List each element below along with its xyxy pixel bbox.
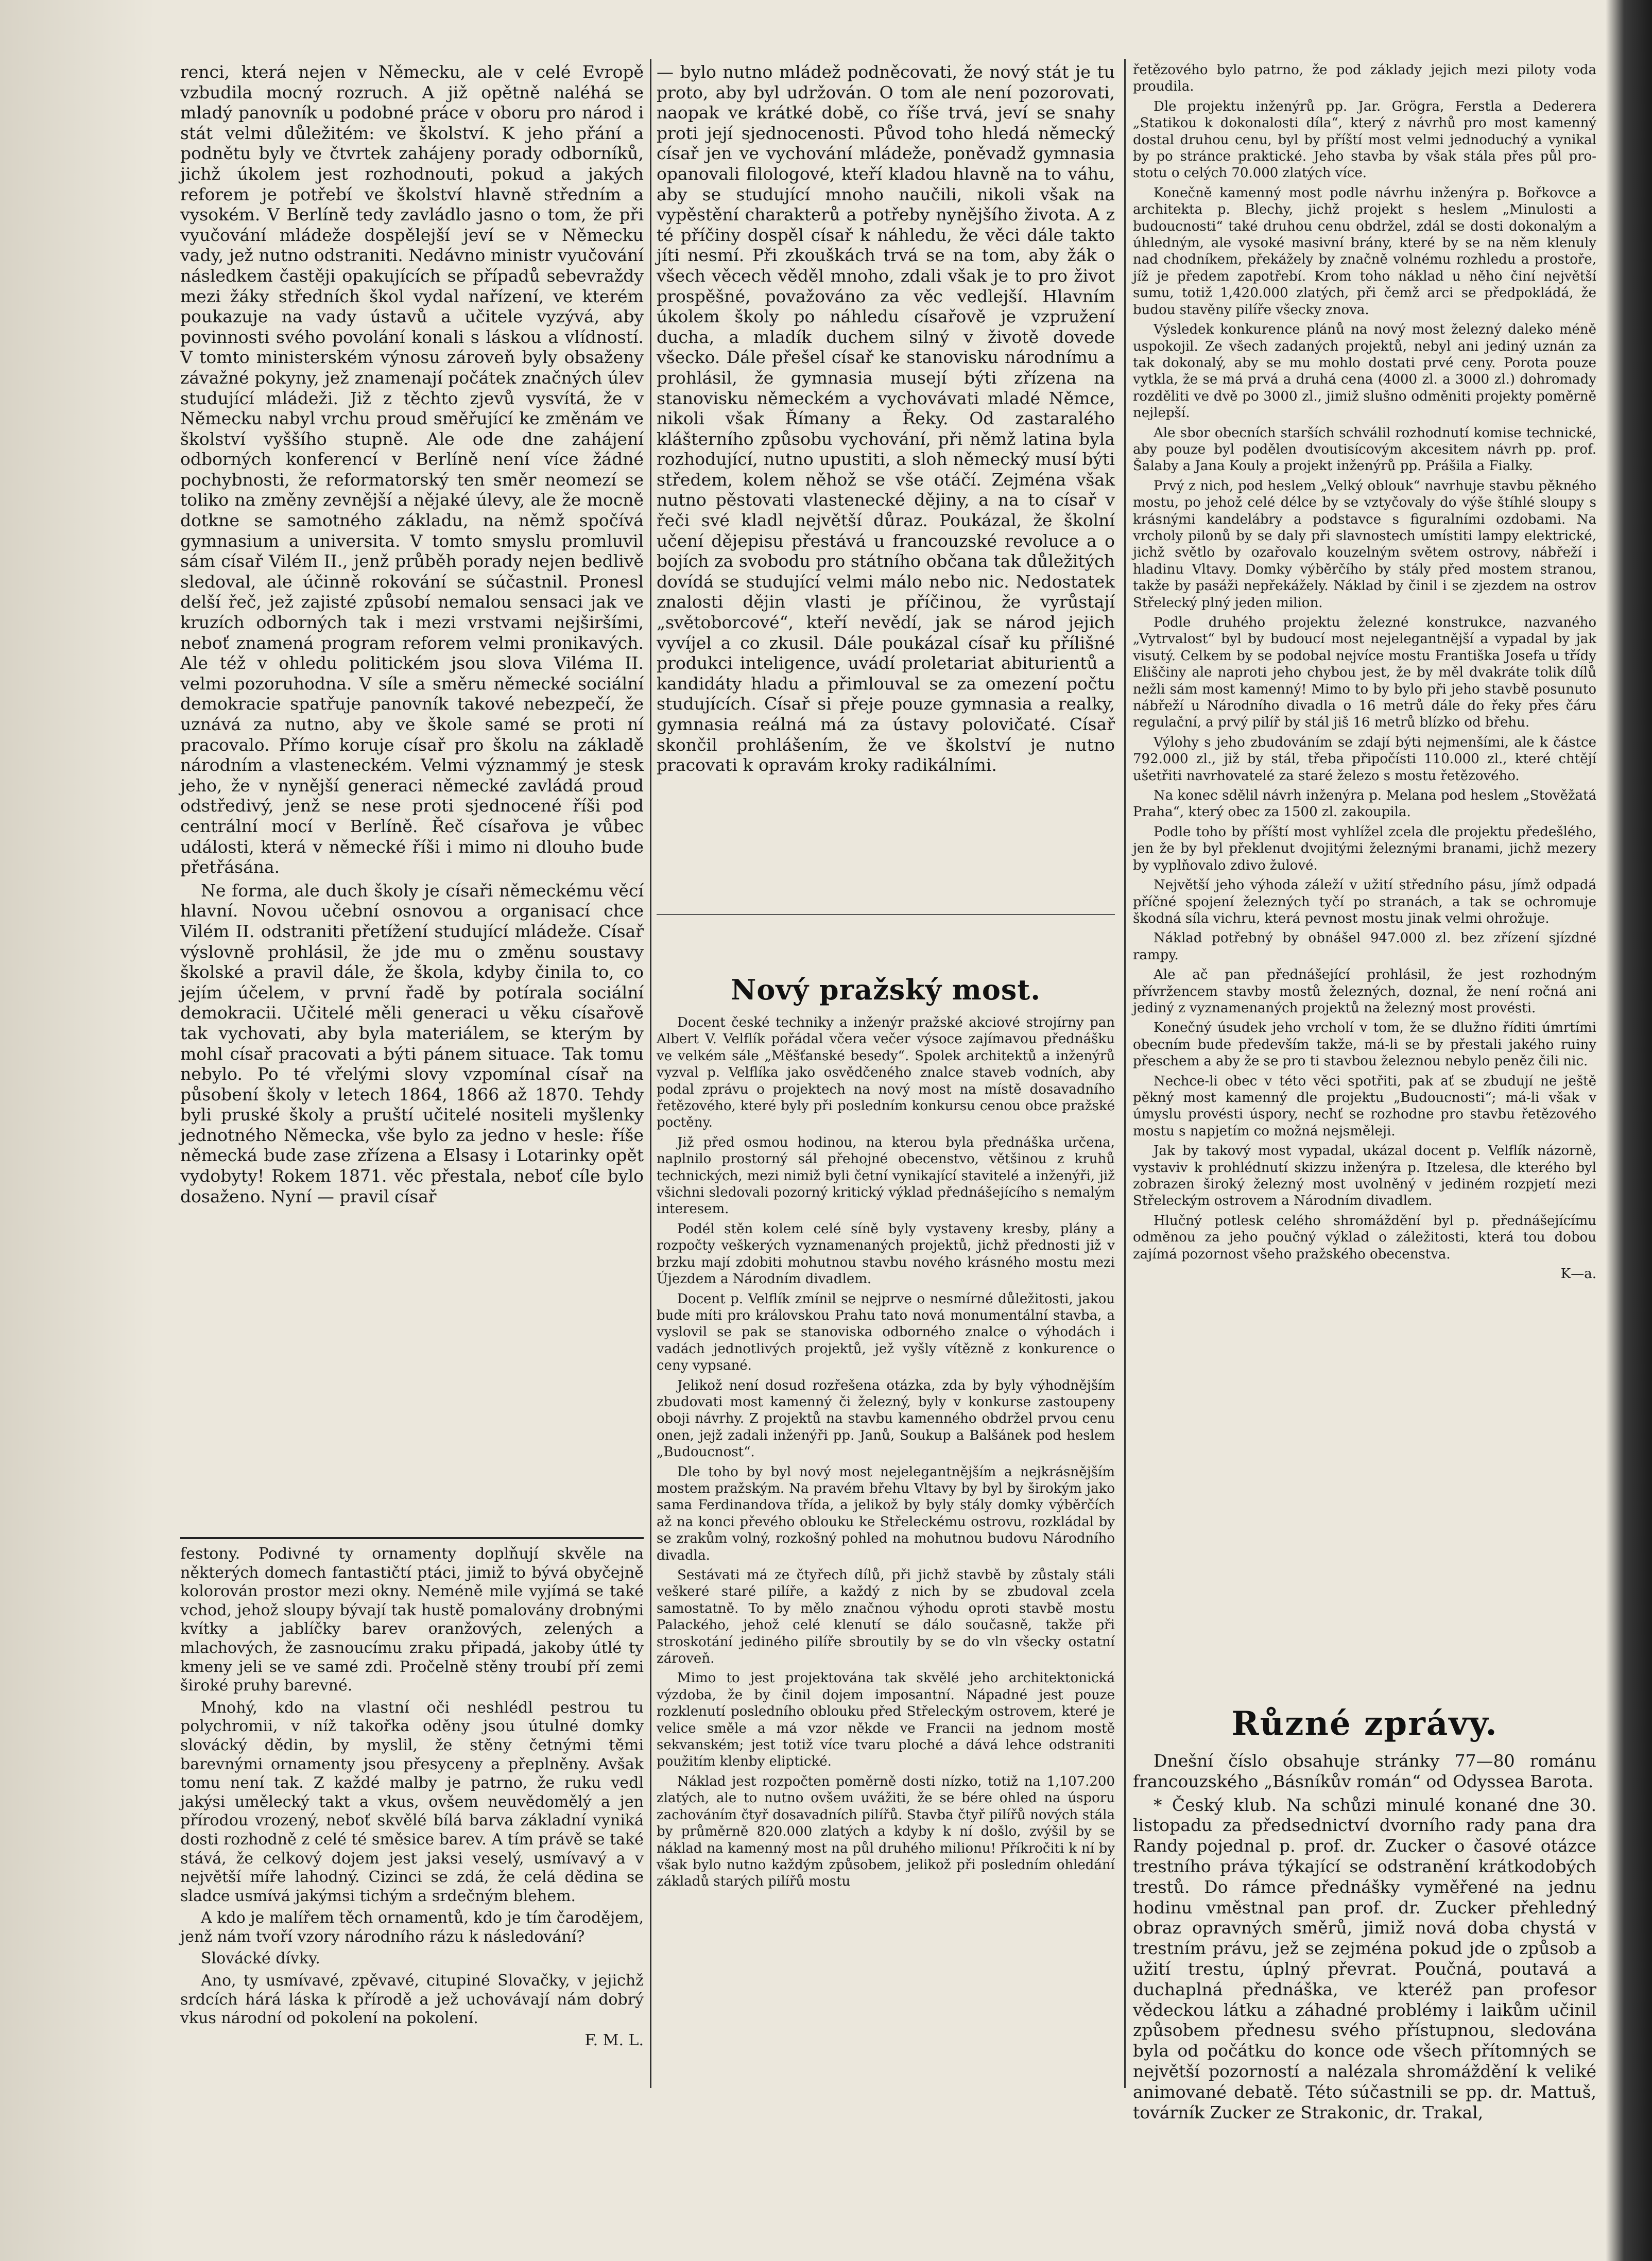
article-heading-novy-most: Nový pražský most. bbox=[730, 973, 1041, 1006]
column-1-paragraph: renci, která nejen v Německu, ale v celé Evropě vzbudila mocný rozruch. A již opětně naléhá se mladý panovník u podobné práce v oboru pro národ i stát velmi důležitém: ve školství. K jeho přání a podnětu byly ve čtvrtek zahájeny porady odborníků, jichž úkolem jest rozhodnouti, pokud a jakých reforem je potřebí ve školství hlavně středním a vysokém. V Berlíně tedy zavládlo jasno o tom, že při vyučování mládeže dospělejší jeví se v Německu vady, jež nutno odstraniti. Nedávno ministr vyučování následkem častěji opakujících se případů sebevraždy mezi žáky středních škol vydal nařízení, ve kterém poukazuje na vady ústavů a učitele vyzývá, aby povinnosti svého povolání konali s láskou a vlídností. V tomto ministerském výnosu zároveň byly obsaženy závažné pokyny, jež znamenají počátek značných úlev studující mládeži. Již z těchto zjevů vysvítá, že v Německu nabyl vrchu proud směřující ke změnám ve školství vyššího stupně. Ale ode dne zahájení odborných konferencí v Berlíně není více žádné pochybnosti, že reformatorský ten směr neomezí se toliko na změny zevnější a nějaké úlevy, ale že mocně dotkne se samotného základu, na němž spočívá gymnasium a universita. V tomto smyslu promluvil sám císař Vilém II., jenž průběh porady nejen bedlivě sledoval, ale účinně rokování se súčastnil. Pronesl delší řeč, jež zajisté způsobí nemalou sensaci jak ve kruzích odborných tak i mezi vrstvami nejširšími, neboť znamená program reforem velmi pronikavých. Ale též v ohledu politickém jsou slova Viléma II. velmi pozoruhodna. V síle a směru německé sociální demokracie spatřuje panovník takové nebezpečí, že uznává za nutno, aby ve škole samé se proti ní pracovalo. Přímo koruje císař pro školu na základě národním a vlasteneckém. Velmi význammý je stesk jeho, že v nynější generaci německé zavládá proud odstředivý, jenž se nese proti sjednocené říši pod centrální mocí v Berlíně. Řeč císařova je vůbec události, která v německé říši i mimo ni dlouho bude přetřásána. bbox=[180, 62, 644, 877]
column-1-article bbox=[180, 62, 644, 1540]
column-1-paragraph: Ne forma, ale duch školy je císaři německému věcí hlavní. Novou učební osnovou a organisací chce Vilém II. odstraniti přetížení studující mládeže. Císař výslovně prohlásil, že jde mu o změnu soustavy školské a pravil dále, že škola, kdyby činila to, co jejím účelem, v první řadě by potírala sociální demokracii. Učitelé měli generaci u věku císařově tak vychovati, aby byla materiálem, se kterým by mohl císař pracovati a býti pánem situace. Tak tomu nebylo. Po té vřelými slovy vzpomínal císař na působení školy v letech 1864, 1866 až 1870. Tehdy byli pruské školy a pruští učitelé nositeli myšlenky jednotného Německa, vše bylo za jedno v hesle: říše německá bude zase zřízena a Elsasy i Lotarinky opět vydobyty! Rokem 1871. věc přestala, neboť cíle bylo dosaženo. Nyní — pravil císař bbox=[180, 880, 644, 1206]
bridge-paragraph: Mimo to jest projektována tak skvělé jeho architektonická výzdoba, že by činil dojem imposantní. Nápadné jest pouze rozklenutí posledního oblouku před Střeleckým ostrovem, které je velice směle a má vzor někde ve Francii na jednom mostě sekvanském; jest totiž více tvaru ploché a dává lehce odstraniti použitím klenby eliptické. bbox=[657, 1670, 1115, 1770]
column-3-bridge-article bbox=[1133, 62, 1596, 1756]
column-2-bridge-article bbox=[657, 1014, 1115, 2085]
column-divider-1 bbox=[650, 59, 651, 2088]
feuilleton-paragraph: A kdo je malířem těch ornamentů, kdo je tím čarodějem, jenž nám tvoří vzory národního rázu k následování? bbox=[180, 1909, 644, 1946]
bridge-paragraph: Dle projektu inženýrů pp. Jar. Grögra, Ferstla a Dederera „Statikou k dokonalosti díla“, který z návrhů pro most kamenný dostal druhou cenu, byl by příští most velmi jednoduchý a vynikal by po stránce praktické. Jeho stavba by však stála přes půl pro-stotu o celých 70.000 zlatých více. bbox=[1133, 98, 1596, 181]
bridge-paragraph: Výlohy s jeho zbudováním se zdají býti nejmenšími, ale k částce 792.000 zl., již by stál, třeba připočísti 110.000 zl., které chtějí ušetřiti navrhovatelé za staré železo s mostu řetězového. bbox=[1133, 734, 1596, 784]
page-right-edge-shadow bbox=[1606, 0, 1652, 2261]
bridge-paragraph: Ale sbor obecních starších schválil rozhodnutí komise technické, aby pouze byl podělen dvoutisícovým akcesitem návrh pp. prof. Šalaby a Jana Kouly a projekt inženýrů pp. Prášila a Fialky. bbox=[1133, 425, 1596, 474]
bridge-paragraph: Nechce-li obec v této věci spotřiti, pak ať se zbudují ne ještě pěkný most kamenný dle projektu „Budoucnosti“; má-li však v úmyslu provésti úspory, nechť se rozhodne pro stavbu řetězového mostu s napjetím co možná nejsměleji. bbox=[1133, 1073, 1596, 1139]
feuilleton-paragraph: Mnohý, kdo na vlastní oči neshlédl pestrou tu polychromii, v níž takořka oděny jsou útulné domky slovácký dědin, by myslil, že stěny četnými těmi barevnými ornamenty jsou přesyceny a přeplněny. Avšak tomu není tak. Z každé malby je patrno, že ruku vedl jakýsi umělecký takt a vkus, ovšem neuvědomělý a jen přírodou vrozený, neboť skvělé bílá barva základní vyniká dosti rozhodně z celé té směsice barev. A tím právě se také stává, že celkový dojem jest jaksi veselý, usmívavý a v největší míře lahodný. Cizinci se zdá, že celá dědina se sladce usmívá jakýmsi tichým a srdečným blehem. bbox=[180, 1698, 644, 1905]
feuilleton-paragraph: Slovácké dívky. bbox=[201, 1949, 320, 1968]
bridge-paragraph: Sestávati má ze čtyřech dílů, při jichž stavbě by zůstaly stáli veškeré staré pilíře, a každý z nich by se zbudoval zcela samostatně. To by mělo značnou výhodu oproti stavbě mostu Palackého, jehož celé klenutí se dálo současně, takže při stroskotání jediného pilíře sbroutily by se do vln všecky ostatní zároveň. bbox=[657, 1567, 1115, 1667]
column-divider-2 bbox=[1124, 59, 1126, 2088]
bridge-paragraph: Hlučný potlesk celého shromáždění byl p. přednášejícímu odměnou za jeho poučný výklad o záležitosti, která tou dobou zajímá pozornost všeho pražského obecenstva. bbox=[1133, 1213, 1596, 1262]
news-paragraph: Dnešní číslo obsahuje stránky 77—80 románu francouzského „Básníkův román“ od Odyssea Barota. bbox=[1133, 1751, 1596, 1791]
feuilleton-paragraph: Ano, ty usmívavé, zpěvavé, citupiné Slovačky, v jejichž srdcích hárá láska k přírodě a jež uchovávají nám dobrý vkus národní od pokolení na pokolení. bbox=[180, 1972, 644, 2028]
column-3-news bbox=[1133, 1751, 1596, 2122]
bridge-paragraph: Jak by takový most vypadal, ukázal docent p. Velflík názorně, vystaviv k prohlédnutí skizzu inženýra p. Itzelesa, dle kterého byl zobrazen široký železný most uvolněný v jediném rozpjetí mezi Střeleckým ostrovem a Národním divadlem. bbox=[1133, 1143, 1596, 1209]
column-1-feuilleton bbox=[180, 1545, 644, 2060]
bridge-paragraph: Docent české techniky a inženýr pražské akciové strojírny pan Albert V. Velflík pořádal včera večer výsoce zajímavou přednášku ve velkém sále „Měšťanské besedy“. Spolek architektů a inženýrů vyzval p. Velflíka jako osvědčeného znalce staveb vodních, aby podal zprávu o projektech na nový most na místě dosavadního řetězového, které byly při posledním konkursu cenou obce pražské poctěny. bbox=[657, 1015, 1115, 1131]
bridge-article-signature: K—a. bbox=[1560, 1266, 1596, 1282]
news-paragraph: * Český klub. Na schůzi minulé konané dne 30. listopadu za předsednictví dvorního rady pana dra Randy pojednal p. prof. dr. Zucker o časové otázce trestního práva týkající se odstranění krátkodobých trestů. Do rámce přednášky vyměřené na jednu hodinu vměstnal pan prof. dr. Zucker přehledný obraz opravných směrů, jimiž nová doba chystá v trestním právu, jež se zejména pokud jde o způsob a užití trestu, úplný převrat. Poučná, poutavá a duchaplná přednáška, ve kteréž pan profesor vědeckou látku a záhadné problémy i laikům učinil způsobem přednesu svého přístupnou, sledována byla od počátku do konce ode všech přítomných se největší pozorností a nalézala shromáždění k veliké animované debatě. Této súčastnili se pp. dr. Mattuš, továrník Zucker ze Strakonic, dr. Trakal, bbox=[1133, 1794, 1596, 2122]
bridge-paragraph: Podle toho by příští most vyhlížel zcela dle projektu předešlého, jen že by byl překlenut dvojitými železnými branami, jichž mezery by vyplňovalo zdivo žulové. bbox=[1133, 824, 1596, 873]
page-left-margin bbox=[0, 0, 154, 2261]
column-1-separator bbox=[180, 1537, 644, 1539]
bridge-paragraph: Náklad jest rozpočten poměrně dosti nízko, totiž na 1,107.200 zlatých, ale to nutno ovšem uvážiti, že se bére ohled na úsporu zachováním čtyř dosavadních pilířů. Stavba čtyř pilířů nových stála by průměrně 820.000 zlatých a kdyby k ní došlo, zvýšil by se náklad na kamenný most na půl druhého milionu! Příkročiti k ní by však bylo nutno každým způsobem, jelikož při posledním ohledání základů starých pilířů mostu bbox=[657, 1773, 1115, 1890]
column-2-article bbox=[657, 62, 1115, 968]
bridge-paragraph: Jelikož není dosud rozřešena otázka, zda by byly výhodnějším zbudovati most kamenný či železný, byly v konkurse zastoupeny oboji návrhy. Z projektů na stavbu kamenného obdržel prvou cenu onen, jejž zadali inženýři pp. Janů, Soukup a Balšánek pod heslem „Budoucnost“. bbox=[657, 1377, 1115, 1460]
bridge-paragraph: Na konec sdělil návrh inženýra p. Melana pod heslem „Stověžatá Praha“, který obec za 1500 zl. zakoupila. bbox=[1133, 788, 1596, 820]
bridge-paragraph: Docent p. Velflík zmínil se nejprve o nesmírné důležitosti, jakou bude míti pro královskou Prahu tato nová monumentální stavba, a vyslovil se pak se stanoviska odborného znalce o výhodách i vadách jednotlivých projektů, jež vyšly vítězně z konkurence o ceny vypsané. bbox=[657, 1291, 1115, 1374]
bridge-paragraph: Největší jeho výhoda záleží v užití středního pásu, jímž odpadá příčné spojení železných tyčí po stranách, a tak se ochromuje škodná síla vichru, která pevnost mostu jinak velmi ohrožuje. bbox=[1133, 877, 1596, 926]
bridge-paragraph: Náklad potřebný by obnášel 947.000 zl. bez zřízení sjízdné rampy. bbox=[1133, 930, 1596, 963]
bridge-paragraph: Prvý z nich, pod heslem „Velký oblouk“ navrhuje stavbu pěkného mostu, po jehož celé délce by se vztyčovaly do výše štíhlé sloupy s krásnými kandelábry a podstavce s figuralními ozdobami. Na vrcholy pilonů by se daly při slavnostech umístiti lampy elektrické, jichž světlo by ozařovalo kouzelným světem ostrovy, nábřeží i hladinu Vltavy. Domky výběrčího by stály před mostem stranou, takže by pasáži nepřekážely. Náklad by činil i se zjezdem na ostrov Střelecký plný jeden milion. bbox=[1133, 478, 1596, 611]
bridge-paragraph: Konečně kamenný most podle návrhu inženýra p. Bořkovce a architekta p. Blechy, jichž projekt s heslem „Minulosti a budoucnosti“ také druhou cenu obdržel, zdál se dosti dokonalým a úhledným, ale vysoké masivní brány, které by se na něm klenuly nad chodníkem, překážely by značně volnému rozhledu a prostoře, jíž je předem zapotřebí. Krom toho náklad u něho činí největší sumu, totiž 1,420.000 zlatých, při čemž arci se předpokládá, že budou stavěny pilíře všecky znova. bbox=[1133, 185, 1596, 318]
bridge-paragraph: Výsledek konkurence plánů na nový most železný daleko méně uspokojil. Ze všech zadaných projektů, nebyl ani jediný uznán za tak dokonalý, aby se mu mohlo dostati prvé ceny. Porota pouze vytkla, že se má prvá a druhá cena (4000 zl. a 3000 zl.) dohromady rozděliti ve dvě po 3000 zl., jimiž slušno odměniti projekty poměrně nejlepší. bbox=[1133, 322, 1596, 421]
feuilleton-paragraph: festony. Podivné ty ornamenty doplňují skvěle na některých domech fantastičtí ptáci, jimiž to bývá obyčejně kolorován prostor mezi okny. Neméně mile vyjímá se také vchod, jehož sloupy bývají tak hustě pomalovány drobnými kvítky a jablíčky barev oranžových, zelených a mlachových, že zasnoucímu zraku připadá, jakoby útlé ty kmeny jeli se ve samé zdi. Pročelně stěny troubí pří zemi široké pruhy barevné. bbox=[180, 1545, 644, 1695]
bridge-paragraph: Podél stěn kolem celé síně byly vystaveny kresby, plány a rozpočty veškerých vyznamenaných projektů, jichž přednosti již v brzku mají zdobiti mohutnou stavbu nového krásného mostu mezi Újezdem a Národním divadlem. bbox=[657, 1221, 1115, 1287]
feuilleton-signature: F. M. L. bbox=[584, 2031, 644, 2049]
bridge-paragraph: Ale ač pan přednášející prohlásil, že jest rozhodným přívržencem stavby mostů železných, doznal, že není ročná ani jediný z vyznamenaných projektů na železný most provésti. bbox=[1133, 967, 1596, 1016]
bridge-paragraph: řetězového bylo patrno, že pod základy jejich mezi piloty voda proudila. bbox=[1133, 62, 1596, 95]
section-heading-ruzne-zpravy: Různé zprávy. bbox=[1231, 1704, 1498, 1743]
column-2-separator bbox=[657, 914, 1115, 915]
bridge-paragraph: Již před osmou hodinou, na kterou byla přednáška určena, naplnilo prostorný sál přehojné obecenstvo, většinou z kruhů technických, mezi nimiž byli četní vynikající stavitelé a inženýři, již všichni sledovali pozorný kritický výklad přednášejícího s nemalým interesem. bbox=[657, 1134, 1115, 1217]
bridge-paragraph: Dle toho by byl nový most nejelegantnějším a nejkrásnějším mostem pražským. Na pravém břehu Vltavy by byl by širokým jako sama Ferdinandova třída, a jelikož by byly stály domky výběrčích až na konci převého oblouku ke Střeleckému ostrovu, rozkládal by se zrakům volný, rozkošný pohled na mohutnou budovu Národního divadla. bbox=[657, 1464, 1115, 1563]
bridge-paragraph: Podle druhého projektu železné konstrukce, nazvaného „Vytrvalost“ byl by budoucí most nejelegantnější a vypadal by jak visutý. Celkem by se podobal nejvíce mostu Františka Josefa u třídy Eliščiny ale naproti jeho chybou jest, že by měl dvakráte tolik dílů nežli sám most kamenný! Mimo to by bylo při jeho stavbě posunuto nábřeží u Národního divadla o 16 metrů dále do řeky přes čáru regulační, a prvý pilíř by stál jiš 16 metrů blízko od břehu. bbox=[1133, 615, 1596, 731]
bridge-paragraph: Konečný úsudek jeho vrcholí v tom, že se dlužno říditi úmrtími obecním bude především takže, má-li se by přestali jakého ruiny přeschem a aby že se pro ti stavbou železnou nebylo peněz čili nic. bbox=[1133, 1020, 1596, 1069]
column-2-paragraph: — bylo nutno mládež podněcovati, že nový stát je tu proto, aby byl udržován. O tom ale není pozorovati, naopak ve krátké době, co říše trvá, jeví se snahy proti její sjednocenosti. Původ toho hledá německý císař jen ve vychování mládeže, poněvadž gymnasia opanovali filologové, kteří kladou hlavně na to váhu, aby se studující mnoho naučili, nikoli však na vypěstění charakterů a potřeby nynějšího života. A z té příčiny dospěl císař k náhledu, že věci dále takto jíti nesmí. Při zkouškách trvá se na tom, aby žák o všech věcech věděl mnoho, zdali však je to pro život prospěšné, považováno za věc vedlejší. Hlavním úkolem školy po náhledu císařově je vzpružení ducha, a mladík duchem silný v životě dovede všecko. Dále přešel císař ke stanovisku národnímu a prohlásil, že gymnasia musejí býti zřízena na stanovisku německém a vychovávati mladé Němce, nikoli však Římany a Řeky. Od zastaralého klášterního způsobu vychování, při němž latina byla rozhodující, nutno upustiti, a sloh německý musí býti středem, kolem něhož se vše otáčí. Zejména však nutno pěstovati vlastenecké dějiny, a na to císař v řeči své kladl největší důraz. Poukázal, že školní učení dějepisu přestává u francouzské revoluce a o bojích za svobodu pro státního občana tak důležitých dovídá se studující velmi málo nebo nic. Nedostatek znalosti dějin vlasti je příčinou, že vyrůstají „světoborcové“, kteří nevědí, jak se národ jejich vyvíjel a co zkusil. Dále poukázal císař ku přílišné produkci inteligence, uvádí proletariat abiturientů a kandidáty hladu a přimlouval se za omezení počtu studujících. Císař si přeje pouze gymnasia a realky, gymnasia reálná má za ústavy polovičaté. Císař skončil prohlášením, že ve školství je nutno pracovati k opravám kroky radikálními. bbox=[657, 62, 1115, 775]
